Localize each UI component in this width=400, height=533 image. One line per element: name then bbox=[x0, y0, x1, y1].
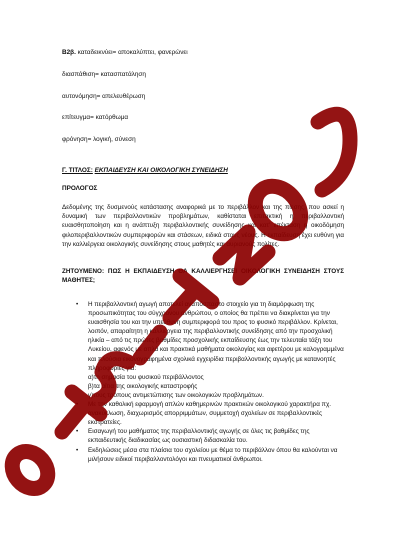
vocab-line-4: επίτευγμα= κατόρθωμα bbox=[62, 114, 129, 121]
vocab-line-3: αυτονόμηση= απελευθέρωση bbox=[62, 93, 146, 100]
question-heading bbox=[62, 267, 344, 285]
list-subitem: γ)τους τρόπους αντιμετώπισης των οικολογικών προβλημάτων. bbox=[88, 391, 264, 399]
question-text: ΖΗΤΟΥΜΕΝΟ: ΠΩΣ Η ΕΚΠΑΙΔΕΥΣΗ ΘΑ ΚΑΛΛΙΕΡΓΗΣΕΙ ΟΙΚΟΛΟΓΙΚΗ ΣΥΝΕΙΔΗΣΗ ΣΤΟΥΣ ΜΑΘΗΤΕΣ; bbox=[62, 268, 344, 285]
list-item bbox=[76, 300, 344, 400]
measures-list bbox=[76, 300, 344, 464]
list-item bbox=[76, 446, 344, 464]
watermark-glyph bbox=[318, 114, 350, 190]
vocab-line-2: διασπάθιση= κατασπατάληση bbox=[62, 71, 146, 78]
section-title-text: ΕΚΠΑΙΔΕΥΣΗ ΚΑΙ ΟΙΚΟΛΟΓΙΚΗ ΣΥΝΕΙΔΗΣΗ bbox=[94, 167, 228, 174]
list-item-text: Η περιβαλλοντική αγωγή αποτελεί αναπόσπαστο στοιχείο για τη διαμόρφωση της προσωπικότητας του σύγχρονου ανθρώπου, ο οποίος θα πρέπει να διακρίνεται για την ευαισθησία του και την υπεύθυνη συμπεριφορά του προς το φυσικό περιβάλλον. Κρίνεται, λοιπόν, απαραίτητη η καλλιέργεια της περιβαλλοντικής συνείδησης από την προσχολική ηλικία – από τις πρώτες βαθμίδες προσχολικής εκπαίδευσης έως την τελευταία τάξη του Λυκείου, αφενός με απλά και πρακτικά μαθήματα οικολογίας και αφετέρου με καλογραμμένα και πλούσια εικονογραφημένα σχολικά εγχειρίδια περιβαλλοντικής αγωγής με κατανοητές πληροφορίες για: bbox=[88, 301, 344, 372]
list-item-text: Εισαγωγή του μαθήματος της περιβαλλοντικής αγωγής σε όλες τις βαθμίδες της εκπαιδευτικής διαδικασίας ως ουσιαστική διδασκαλία του. bbox=[88, 428, 310, 445]
list-item-text: Εκδηλώσεις μέσα στα πλαίσια του σχολείου με θέμα το περιβάλλον όπου θα καλούνται να μιλήσουν ειδικοί περιβαλλοντολόγοι και πνευματικοί άνθρωποι. bbox=[88, 446, 338, 463]
prologue-paragraph bbox=[62, 203, 344, 249]
vocab-text: καταδεικνύει= αποκαλύπτει, φανερώνει bbox=[75, 49, 188, 56]
list-item bbox=[76, 400, 344, 427]
prologue-text: Δεδομένης της δυσμενούς κατάστασης αναφορικά με το περιβάλλον και της πίεσης, που ασκεί η δυναμική των περιβαλλοντικών προβλημάτων, καθίσταται επιτακτική η περιβαλλοντική ευαισθητοποίηση και η ανάπτυξη περιβαλλοντικής συνείδησης και κατ' επέκταση η οικοδόμηση φιλοπεριβαλλοντικών συμπεριφορών και στάσεων, ειδικά στους νέους. Η εκπαίδευση έχει ευθύνη για την καλλιέργεια οικολογικής συνείδησης στους μαθητές και αυριανούς πολίτες. bbox=[62, 204, 344, 248]
vocab-line-5: φρόνηση= λογική, σύνεση bbox=[62, 136, 136, 143]
vocab-line-1 bbox=[62, 49, 188, 57]
section-title-prefix: Γ. ΤΙΤΛΟΣ: bbox=[62, 167, 93, 174]
prologue-heading: ΠΡΟΛΟΓΟΣ bbox=[62, 185, 98, 192]
section-title bbox=[62, 167, 228, 175]
list-item bbox=[76, 427, 344, 445]
vocab-term: Β2β. bbox=[62, 49, 76, 56]
list-subitem: α)τη σημασία του φυσικού περιβάλλοντος bbox=[88, 373, 204, 381]
list-subitem: β)τα αίτια της οικολογικής καταστροφής bbox=[88, 382, 198, 390]
watermark-glyph bbox=[5, 444, 55, 495]
list-item-text: Με την καθολική εφαρμογή απλών καθημερινών πρακτικών οικολογικού χαρακτήρα πχ. ανακύκλωση, διαχωρισμός απορριμμάτων, συμμετοχή σχολείων σε περιβαλλοντικές εκστρατείες. bbox=[88, 401, 332, 427]
